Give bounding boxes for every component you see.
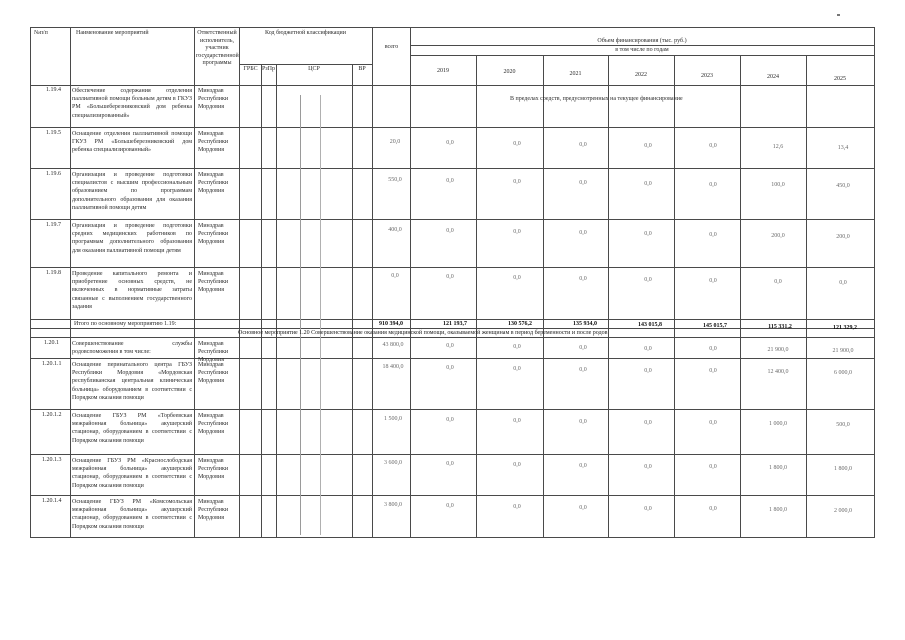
table-grid-line [261,64,262,538]
row-name: Оснащение ГБУЗ РМ «Торбеевская межрайонная больница» акушерский стационар, оборудованием в соответствии с Порядком оказания помощи [72,413,192,444]
cell-value: 0,0 [709,278,717,284]
subtotal-value: 121 329,2 [833,325,857,331]
cell-value: 1 800,0 [834,466,852,472]
cell-value: 0,0 [644,181,652,187]
cell-value: 0,0 [709,143,717,149]
scan-speck [837,14,840,16]
cell-value: 0,0 [513,229,521,235]
row-name: Оснащение перинатального центра ГБУЗ Республики Мордовия «Мордовская республиканская центральная клиническая больница» оборудованием в соответствии с Порядком оказания помощи [72,362,192,401]
cell-value: 0,0 [644,231,652,237]
table-grid-line [30,495,874,496]
table-grid-line [372,27,373,538]
cell-value: 0,0 [513,141,521,147]
table-grid-line [476,55,477,538]
header-col-csr: ЦСР [308,66,320,72]
subtotal-value: 135 934,0 [573,321,597,327]
cell-value: 0,0 [513,179,521,185]
row-name: Оснащение ГБУЗ РМ «Комсомольская межрайонная больница» акушерский стационар, оборудованием в соответствии с Порядком оказания помощи [72,499,192,530]
cell-value: 1 500,0 [384,416,402,422]
row-executor: Минздрав Республики Мордовия [198,499,229,522]
header-year: 2020 [503,69,516,75]
table-grid-line [30,409,874,410]
cell-value: 20,0 [389,139,401,145]
row-executor: Минздрав Республики Мордовия [198,88,229,111]
cell-value: 0,0 [446,178,454,184]
row-executor: Минздрав Республики Мордовия [198,458,229,481]
cell-value: 0,0 [579,276,587,282]
table-border-bottom [30,537,874,538]
cell-value: 0,0 [839,280,847,286]
header-executor: Ответственный исполнитель, участник государственной программы [196,30,239,67]
cell-value: 0,0 [446,417,454,423]
cell-value: 0,0 [579,505,587,511]
cell-value: 13,4 [837,145,849,151]
header-year: 2019 [437,68,449,74]
header-by-years: в том числе по годам [615,47,669,53]
row-name: Обеспечение содержания отделения паллиативной помощи больным детям в ГКУЗ РМ «Большеберезниковский дом ребенка специализированный» [72,88,192,119]
table-grid-line [740,55,741,538]
table-border-right [874,27,875,538]
table-grid-line [194,27,195,538]
table-grid-line [608,55,609,538]
table-grid-line [70,27,71,538]
subtotal-value: 910 394,0 [379,321,403,327]
table-grid-line [30,454,874,455]
cell-value: 0,0 [774,279,782,285]
table-grid-line [30,127,874,128]
cell-value: 0,0 [709,232,717,238]
cell-value: 0,0 [644,143,652,149]
row-num: 1.19.6 [46,171,61,177]
cell-value: 400,0 [388,227,402,233]
cell-value: 450,0 [836,183,850,189]
row-executor: Минздрав Республики Мордовия [198,271,229,294]
cell-value: 0,0 [446,461,454,467]
header-col-vr: ВР [358,66,366,72]
row-name: Проведение капитального ремонта и приобретение основных средств, не включенных в нормативные затраты связанные с выполнением государственного задания [72,271,192,310]
cell-value: 0,0 [644,464,652,470]
cell-value: 0,0 [709,368,717,374]
cell-value: 0,0 [446,274,454,280]
row-name: Организация и проведение подготовки специалистов с высшим профессиональным образованием по программам дополнительного образования для оказания паллиативной помощи детям [72,172,192,211]
table-grid-line [30,319,874,320]
row-executor: Минздрав Республики Мордовия [198,413,229,436]
row-num: 1.19.4 [46,87,61,93]
table-border-left [30,27,31,538]
cell-value: 3 600,0 [384,460,402,466]
cell-value: 3 800,0 [384,502,402,508]
table-border-top [30,27,874,28]
cell-value: 0,0 [391,273,399,279]
row-num: 1.19.8 [46,270,61,276]
header-year: 2023 [701,73,713,79]
row-executor: Минздрав Республики Мордовия [198,223,229,246]
cell-value: 21 900,0 [767,347,789,353]
table-grid-line [30,168,874,169]
cell-value: 21 900,0 [832,348,854,354]
row-name: Организация и проведение подготовки средних медицинских работников по программам дополнительного образования для оказания паллиативной помощи детям [72,223,192,254]
subtotal-value: 130 576,2 [508,321,532,327]
header-name: Наименование мероприятий [76,30,149,36]
header-col-rzpr: РзПр [261,66,276,72]
cell-value: 0,0 [644,368,652,374]
table-grid-line [320,95,321,535]
header-num: №п/п [34,30,48,36]
cell-value: 0,0 [446,343,454,349]
table-grid-line [30,358,874,359]
subtotal-value: 145 015,7 [703,323,727,329]
table-grid-line [30,337,874,338]
cell-value: 0,0 [579,367,587,373]
table-grid-line [806,55,807,538]
cell-value: 0,0 [513,418,521,424]
subtotal-value: 143 015,8 [638,322,662,328]
cell-value: 12,6 [772,144,784,150]
subtotal-value: 121 193,7 [443,321,467,327]
header-budget-code: Код бюджетной классификации [265,30,346,36]
cell-value: 0,0 [709,346,717,352]
row-num: 1.20.1.3 [42,457,62,463]
row-executor: Минздрав Республики Мордовия [198,172,229,195]
cell-value: 0,0 [709,464,717,470]
cell-value: 0,0 [579,230,587,236]
cell-value: 0,0 [513,366,521,372]
cell-value: 0,0 [644,420,652,426]
cell-value: 0,0 [446,140,454,146]
cell-value: 6 000,0 [834,370,852,376]
cell-value: 0,0 [709,506,717,512]
row-num: 1.20.1.1 [42,361,62,367]
cell-value: 500,0 [836,422,850,428]
cell-value: 0,0 [644,277,652,283]
table-grid-line [543,55,544,538]
row-executor: Минздрав Республики Мордовия [198,362,229,385]
table-grid-line [239,27,240,538]
header-year: 2024 [767,74,779,80]
cell-value: 0,0 [446,228,454,234]
header-col-grbs: ГРБС [243,66,258,72]
header-grid-line [410,45,874,46]
table-grid-line [300,95,301,535]
cell-value: 43 800,0 [382,342,404,348]
section-title: Основное мероприятие 1.20 Совершенствование оказания медицинской помощи, оказываемой женщинам в период беременности и после родов [238,330,608,336]
row-name: Совершенствование службы родовспоможения в том числе: [72,341,192,356]
header-year: 2022 [635,72,647,78]
subtotal-value: 115 331,2 [768,324,792,330]
cell-value: 0,0 [579,419,587,425]
cell-value: 2 000,0 [834,508,852,514]
cell-value: 0,0 [709,420,717,426]
header-year: 2025 [834,76,846,82]
cell-value: 0,0 [579,180,587,186]
cell-value: 0,0 [579,345,587,351]
row-num: 1.19.7 [46,222,61,228]
cell-value: 0,0 [513,344,521,350]
cell-value: 12 400,0 [767,369,789,375]
header-total: всего [384,44,399,50]
row-num: 1.20.1.4 [42,498,62,504]
row-num: 1.20.1 [44,340,59,346]
row-name: Оснащение ГБУЗ РМ «Краснослободская межрайонная больница» акушерский стационар, оборудованием в соответствии с Порядком оказания помощи [72,458,192,489]
cell-value: 0,0 [513,504,521,510]
cell-value: 1 800,0 [769,507,787,513]
row-name: Оснащение отделения паллиативной помощи ГКУЗ РМ «Большеберезниковский дом ребенка специализированный» [72,131,192,154]
row-executor: Минздрав Республики Мордовия [198,131,229,154]
table-grid-line [276,64,277,538]
row-executor: Минздрав Республики Мордовия [198,341,229,364]
cell-value: 0,0 [446,503,454,509]
cell-value: 200,0 [836,234,850,240]
cell-value: 18 400,0 [382,364,404,370]
cell-value: 200,0 [771,233,785,239]
table-grid-line [30,85,874,86]
table-grid-line [674,55,675,538]
cell-value: 0,0 [513,462,521,468]
subtotal-label: Итого по основному мероприятию 1.19: [74,321,177,327]
cell-value: 0,0 [579,142,587,148]
table-grid-line [352,64,353,538]
cell-value: 0,0 [446,365,454,371]
row-num: 1.20.1.2 [42,412,62,418]
cell-value: 1 000,0 [769,421,787,427]
header-grid-line [410,55,874,56]
cell-value: 0,0 [513,275,521,281]
header-financing: Объем финансирования (тыс. руб.) [597,38,687,44]
cell-value: 0,0 [644,506,652,512]
cell-value: 0,0 [579,463,587,469]
row-num: 1.19.5 [46,130,61,136]
cell-value: 100,0 [771,182,785,188]
table-grid-line [30,219,874,220]
table-grid-line [410,27,411,538]
table-grid-line [30,267,874,268]
cell-value: 550,0 [388,177,402,183]
cell-value: 0,0 [709,182,717,188]
cell-value: 0,0 [644,346,652,352]
row-span-note: В пределах средств, предусмотренных на текущее финансирование [510,96,683,102]
cell-value: 1 800,0 [769,465,787,471]
header-year: 2021 [569,71,582,77]
table-grid-line [30,328,874,329]
